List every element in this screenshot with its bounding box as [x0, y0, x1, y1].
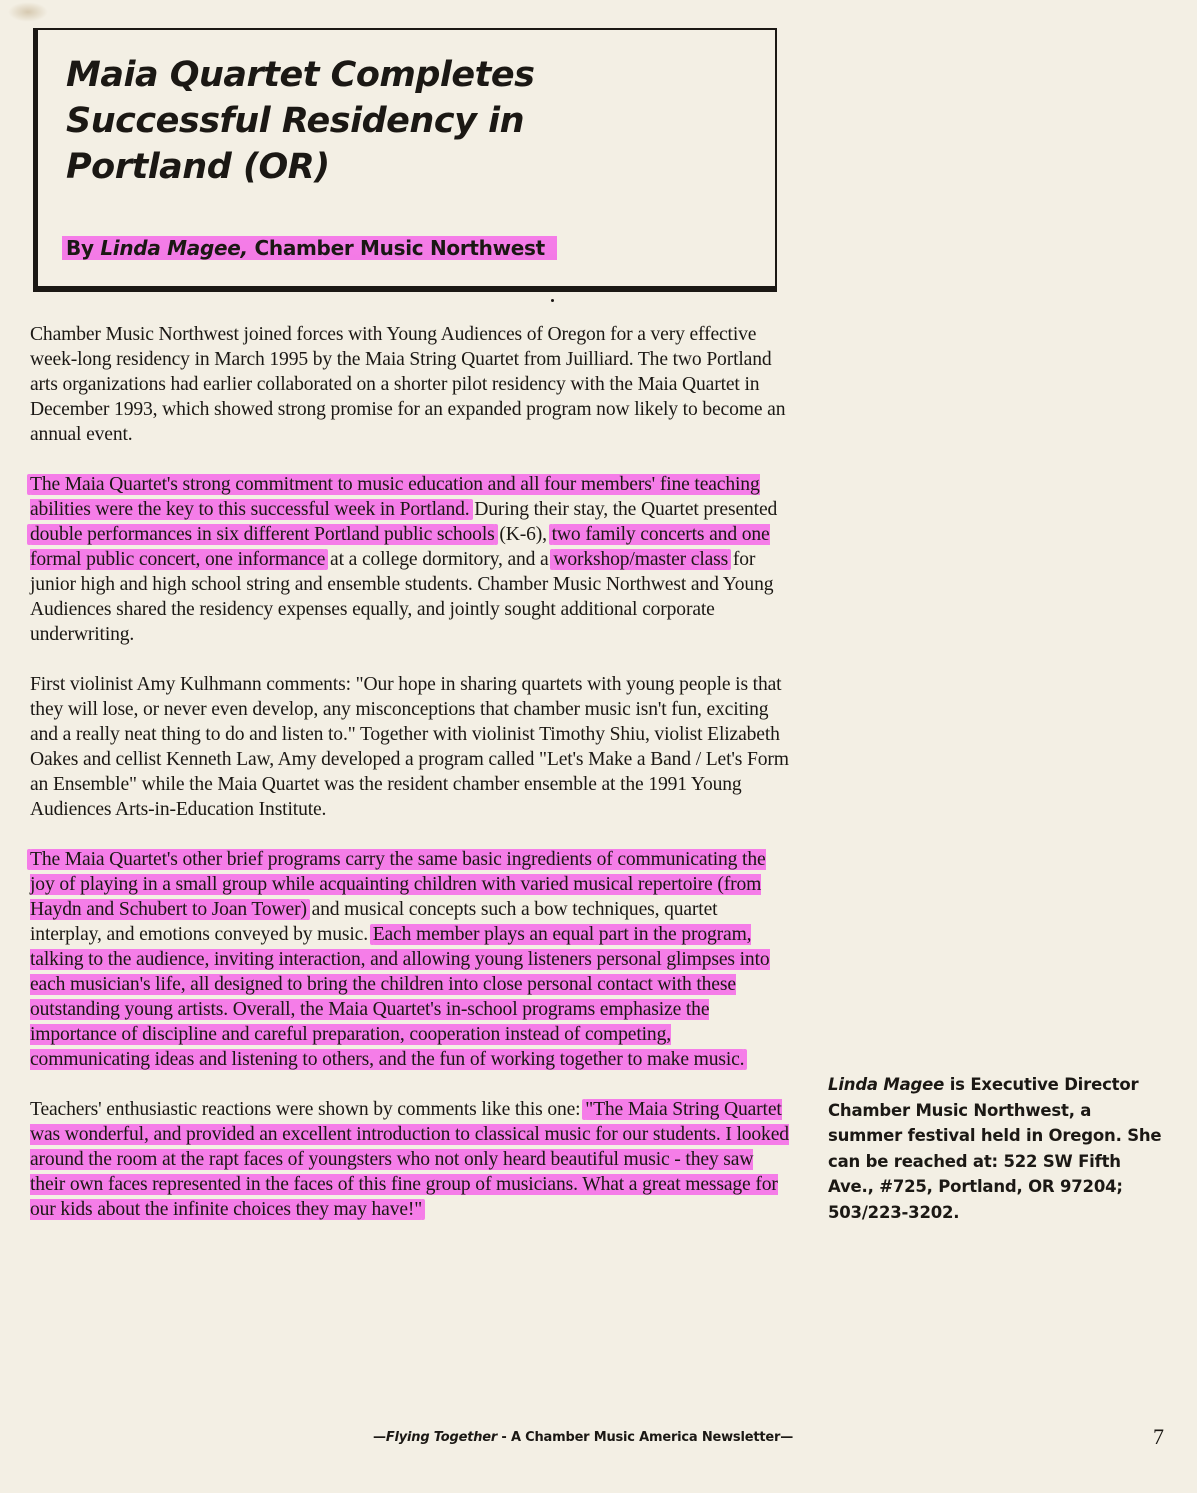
article-paragraph	[30, 847, 790, 1072]
paper-smudge	[8, 2, 48, 22]
highlighted-text: workshop/master class	[553, 549, 729, 570]
highlighted-text: The Maia Quartet's strong commitment to music education and all four members' fine teaching abilities were the key to this successful week in Portland.	[30, 474, 760, 520]
body-text: Chamber Music Northwest joined forces with Young Audiences of Oregon for a very effective week-long residency in March 1995 by the Maia String Quartet from Juilliard. The two Portland arts organizations had earlier collaborated on a shorter pilot residency with the Maia Quartet in December 1993, which showed strong promise for an expanded program now likely to become an annual event.	[30, 324, 786, 445]
byline-author: Linda Magee,	[100, 236, 248, 260]
body-text: (K-6),	[494, 524, 552, 545]
footer-publication: Flying Together	[385, 1430, 498, 1445]
page-footer	[373, 1430, 793, 1445]
highlighted-text: The Maia Quartet's other brief programs carry the same basic ingredients of communicating the joy of playing in a small group while acquainting children with varied musical repertoire (from Haydn and Schubert to Joan Tower)	[30, 849, 766, 920]
byline	[62, 234, 557, 262]
body-text: Teachers' enthusiastic reactions were shown by comments like this one:	[30, 1099, 586, 1120]
title-box	[33, 28, 777, 292]
body-text: and musical concepts such a bow techniques, quartet interplay, and emotions conveyed by music.	[30, 899, 718, 945]
footer-subtitle: - A Chamber Music America Newsletter	[497, 1430, 781, 1445]
stray-mark	[551, 299, 554, 302]
highlighted-text: Each member plays an equal part in the program, talking to the audience, inviting interaction, and allowing young listeners personal glimpses into each musician's life, all designed to bring the children into close personal contact with these outstanding young artists. Overall, the Maia Quartet's in-school programs emphasize the importance of discipline and careful preparation, cooperation instead of competing, communicating ideas and listening to others, and the fun of working together to make music.	[30, 924, 770, 1070]
author-note	[828, 1072, 1168, 1225]
article-paragraph	[30, 672, 790, 822]
body-text: at a college dormitory, and a	[325, 549, 554, 570]
highlighted-text: two family concerts and one formal public concert, one informance	[30, 524, 770, 570]
article-body	[30, 322, 790, 1247]
article-paragraph	[30, 472, 790, 647]
article-title: Maia Quartet Completes Successful Residency in Portland (OR)	[66, 55, 535, 187]
author-note-text: is Executive Director Chamber Music Northwest, a summer festival held in Oregon. She can be reached at: 522 SW Fifth Ave., #725, Portland, OR 97204; 503/223-3202.	[828, 1075, 1162, 1222]
article-paragraph	[30, 1097, 790, 1222]
footer-dash-left: —	[373, 1430, 386, 1445]
page-number: 7	[1153, 1424, 1164, 1449]
body-text: First violinist Amy Kulhmann comments: "Our hope in sharing quartets with young people is that they will lose, or never even develop, any misconceptions that chamber music isn't fun, exciting and a really neat thing to do and listen to." Together with violinist Timothy Shiu, violist Elizabeth Oakes and cellist Kenneth Law, Amy developed a program called "Let's Make a Band / Let's Form an Ensemble" while the Maia Quartet was the resident chamber ensemble at the 1991 Young Audiences Arts-in-Education Institute.	[30, 674, 789, 820]
article-paragraph	[30, 322, 790, 447]
body-text: During their stay, the Quartet presented	[469, 499, 778, 520]
author-note-name: Linda Magee	[828, 1075, 945, 1094]
highlighted-text: "The Maia String Quartet was wonderful, and provided an excellent introduction to classical music for our students. I looked around the room at the rapt faces of youngsters who not only heard beautiful music - they saw their own faces represented in the faces of this fine group of musicians. What a great message for our kids about the infinite choices they may have!"	[30, 1099, 789, 1220]
footer-dash-right: —	[780, 1430, 794, 1445]
byline-prefix: By	[66, 236, 94, 260]
highlighted-text: double performances in six different Portland public schools	[30, 524, 495, 545]
byline-organization: Chamber Music Northwest	[254, 236, 545, 260]
body-text: for junior high and high school string and ensemble students. Chamber Music Northwest and Young Audiences shared the residency expenses equally, and jointly sought additional corporate underwriting.	[30, 549, 774, 645]
